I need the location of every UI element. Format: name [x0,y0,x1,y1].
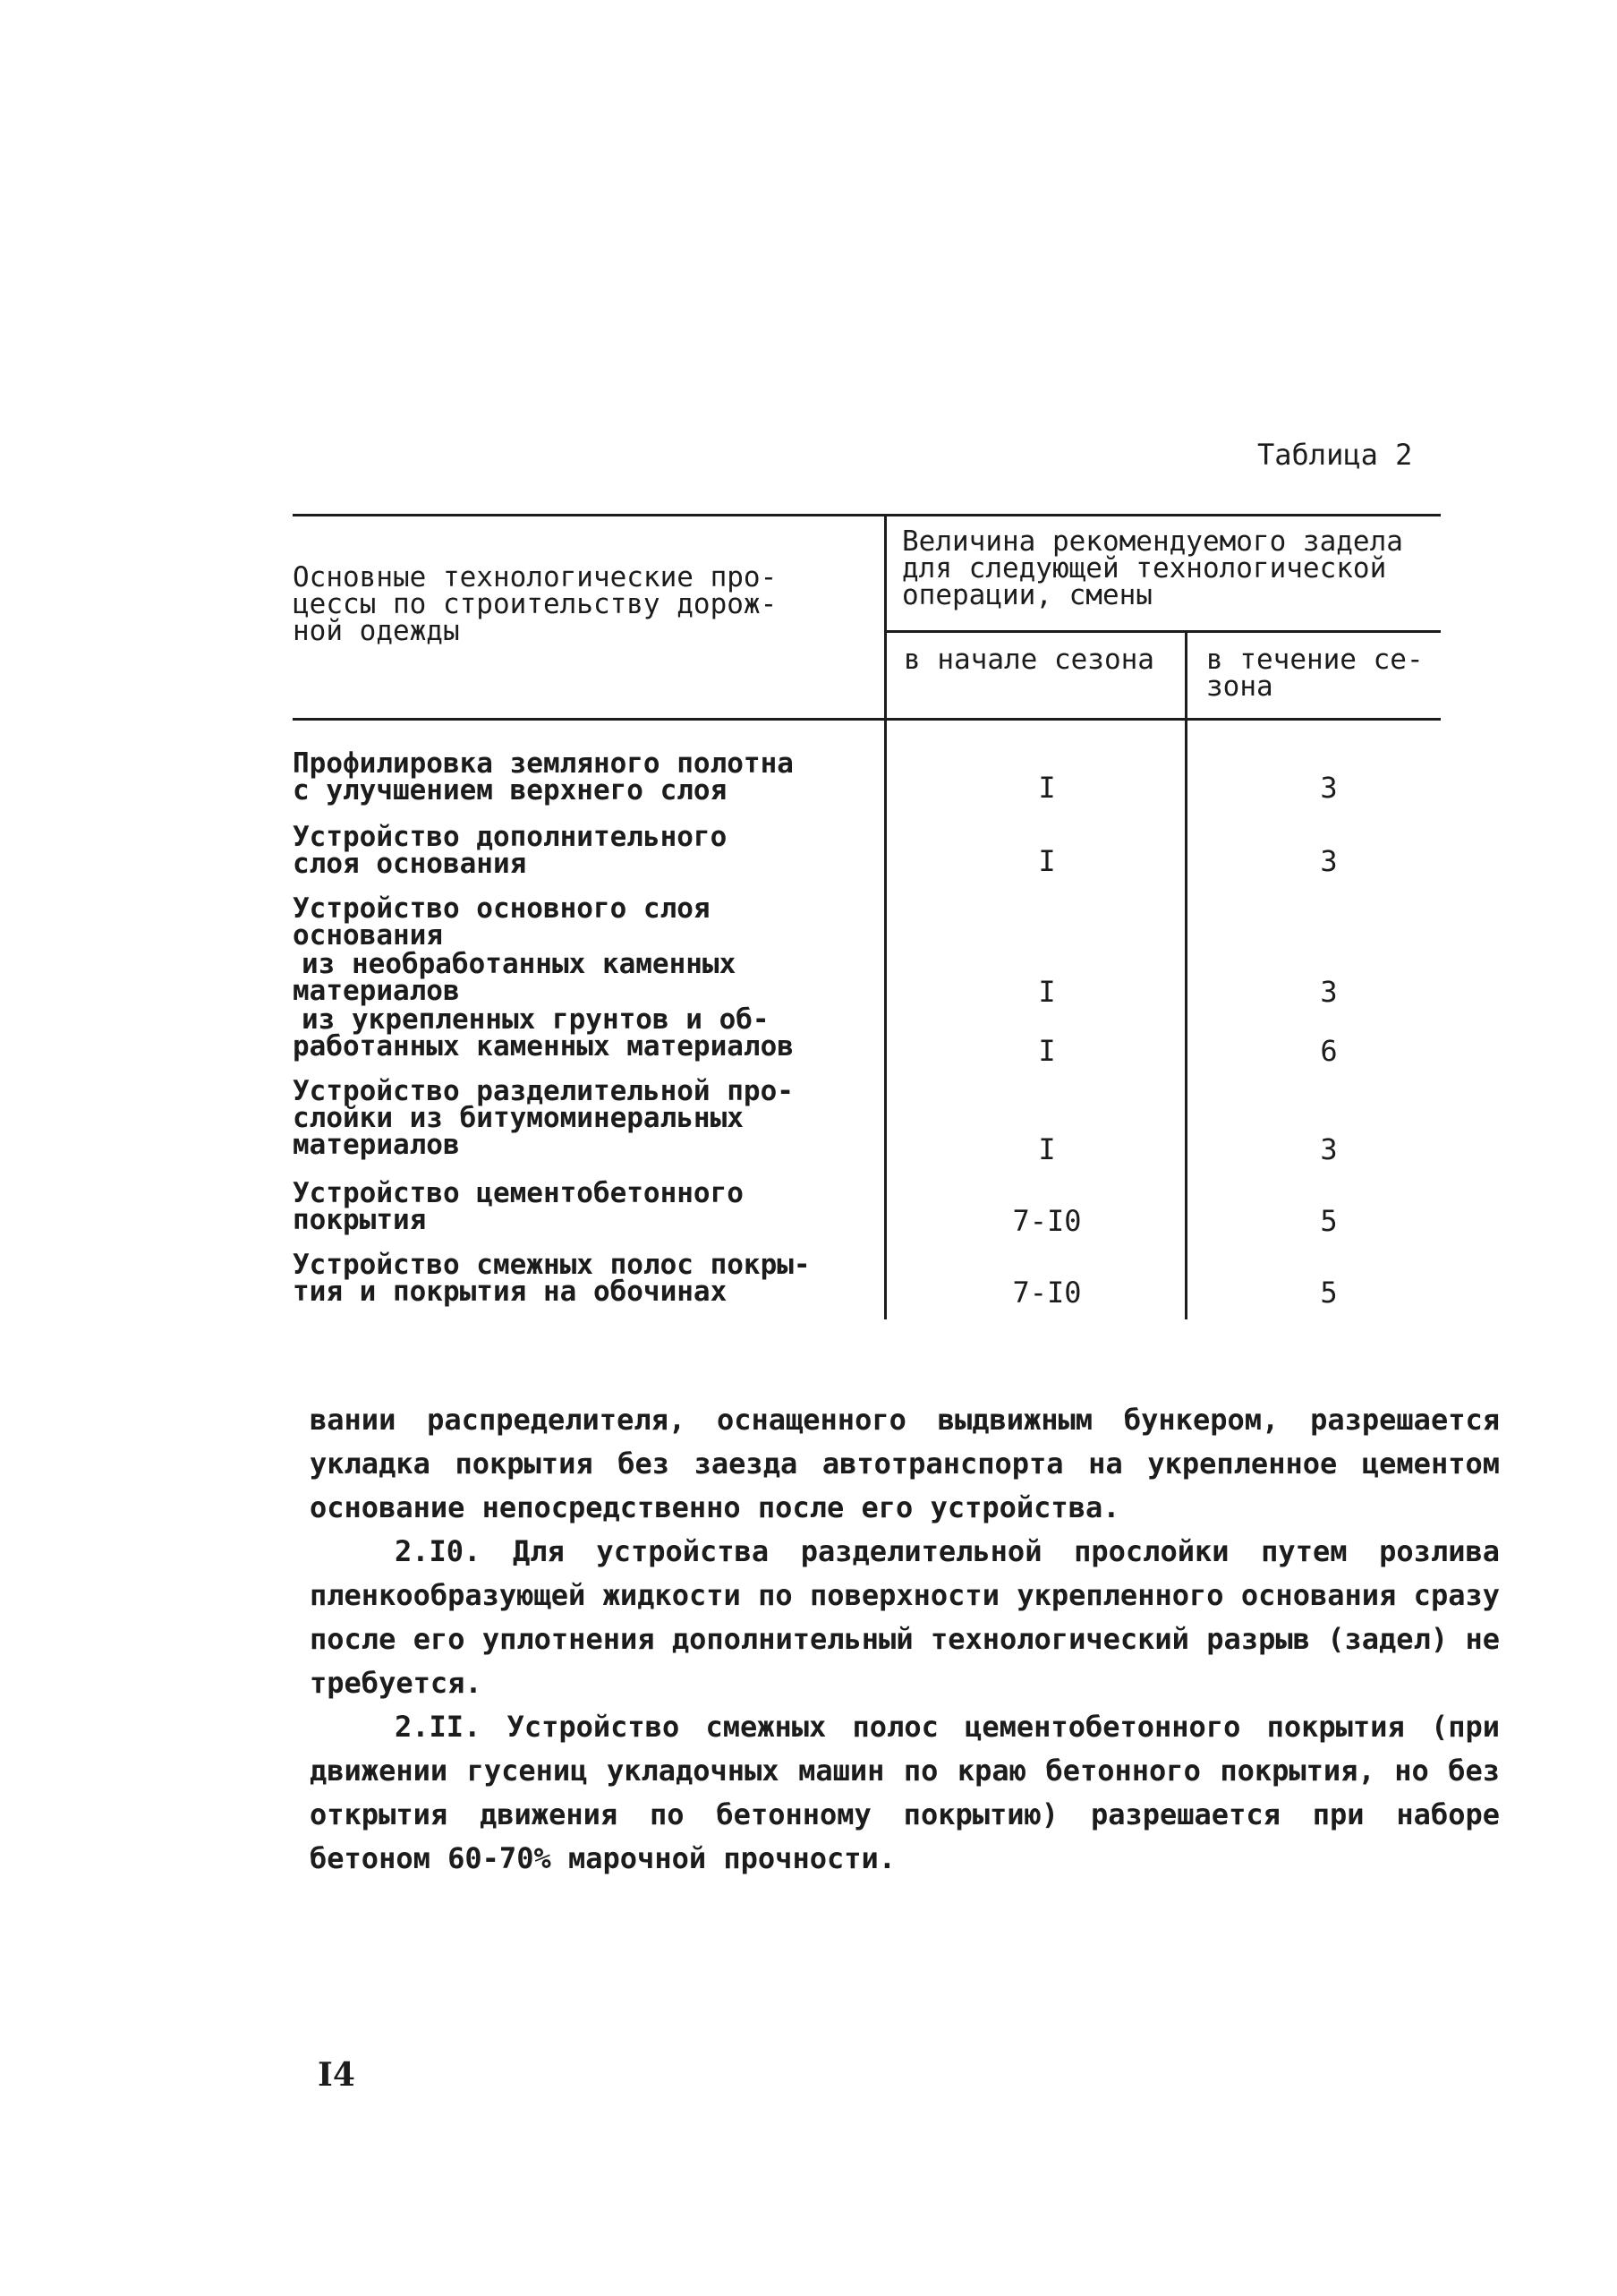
table-cell-during-season: 5 [1320,1204,1338,1238]
col2-left-rule [1185,630,1187,1319]
table-cell-season-start: I [1038,1034,1056,1068]
header-group-title: Величина рекомендуемого задела для следующей технологической операции, смены [902,525,1403,611]
table-row-label: Профилировка земляного полотна с улучшением верхнего слоя [293,747,794,807]
subheader-rule [886,630,1441,633]
table-cell-season-start: I [1038,844,1056,878]
table-caption: Таблица 2 [1257,438,1413,472]
table-cell-during-season: 6 [1320,1034,1338,1068]
header-bottom-rule [293,718,1441,721]
paragraph-2-11: 2.II. Устройство смежных полос цементобетонного покрытия (при движении гусениц укладочных машин по краю бетонного покрытия, но без открытия движения по бетонному покрытию) разрешается при наборе бетоном 60-70% марочной прочности. [310,1710,1500,1875]
table-cell-during-season: 3 [1320,975,1338,1009]
paragraph-2-10: 2.I0. Для устройства разделительной прослойки путем розлива пленкообразующей жидкости по поверхности укрепленного основания сразу после его уплотнения дополнительный технологический разрыв (задел) не требуется. [310,1534,1500,1700]
col1-left-rule [884,514,887,1319]
table-cell-during-season: 3 [1320,771,1338,805]
table-row-label: Устройство основного слоя основания [293,892,711,952]
header-during-season: в течение се- зона [1206,644,1424,703]
table-row-label: Устройство разделительной про- слойки из битумоминеральных материалов [293,1075,794,1161]
table-cell-season-start: I [1038,1132,1056,1166]
table-cell-season-start: 7-I0 [1012,1276,1082,1310]
table-row-label: Устройство цементобетонного покрытия [293,1177,744,1236]
body-text [310,1398,1500,1881]
table-cell-during-season: 3 [1320,1132,1338,1166]
page-number: I4 [318,2056,355,2094]
table-cell-during-season: 3 [1320,844,1338,878]
table-cell-season-start: 7-I0 [1012,1204,1082,1238]
table-cell-season-start: I [1038,975,1056,1009]
table-top-rule [293,514,1441,516]
table-cell-during-season: 5 [1320,1276,1338,1310]
table-row-label: Устройство дополнительного слоя основания [293,821,728,880]
table-row-label: Устройство смежных полос покры- тия и покрытия на обочинах [293,1249,811,1308]
header-season-start: в начале сезона [904,644,1154,676]
table-row-label: из укрепленных грунтов и об- работанных каменных материалов [293,1003,794,1063]
table-cell-season-start: I [1038,771,1056,805]
table-row-label: из необработанных каменных материалов [293,948,736,1007]
header-process-column: Основные технологические про- цессы по строительству дорож- ной одежды [293,561,778,647]
paragraph-continuation: вании распределителя, оснащенного выдвижным бункером, разрешается укладка покрытия без заезда автотранспорта на укрепленное цементом основание непосредственно после его устройства. [310,1403,1500,1524]
